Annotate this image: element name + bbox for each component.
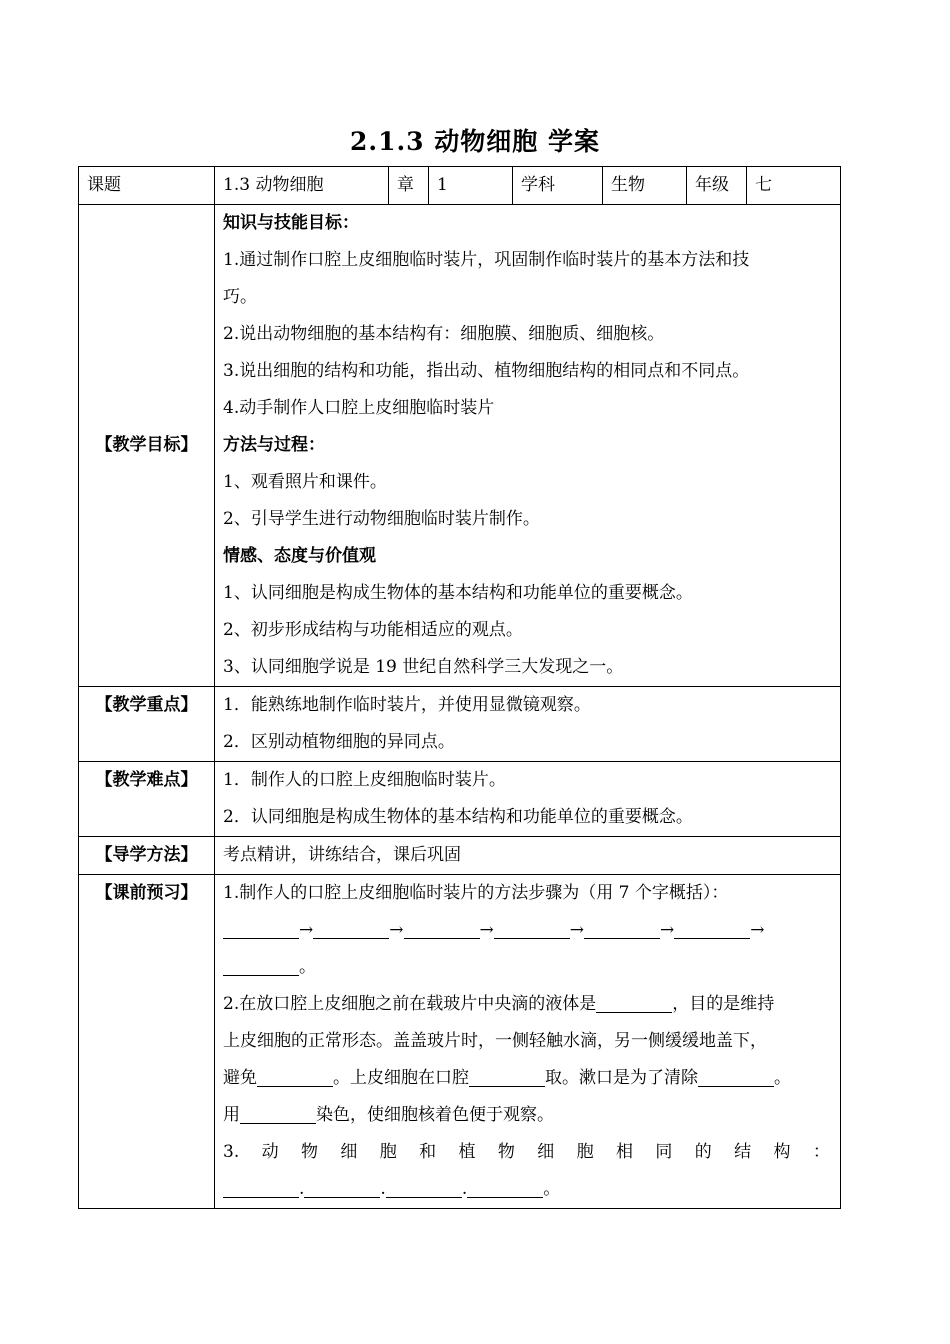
period-glyph: 。 bbox=[543, 1179, 561, 1199]
method-label: 【导学方法】 bbox=[79, 837, 215, 875]
goals-knowledge-3: 3.说出细胞的结构和功能，指出动、植物细胞结构的相同点和不同点。 bbox=[223, 361, 750, 381]
key-line-2: 2．区别动植物细胞的异同点。 bbox=[223, 732, 455, 752]
goals-method-2: 2、引导学生进行动物细胞临时装片制作。 bbox=[223, 509, 540, 529]
header-cell-subject-label: 学科 bbox=[513, 167, 603, 205]
header-row bbox=[79, 167, 841, 205]
arrow-glyph: → bbox=[660, 920, 675, 940]
header-cell-grade-label: 年级 bbox=[687, 167, 747, 205]
goals-heading-method: 方法与过程： bbox=[223, 435, 325, 455]
header-cell-topic-label: 课题 bbox=[79, 167, 215, 205]
preview-q2-line-2: 上皮细胞的正常形态。盖盖玻片时，一侧轻触水滴，另一侧缓缓地盖下， bbox=[223, 1031, 767, 1051]
arrow-glyph: → bbox=[479, 920, 494, 940]
header-cell-chapter: 1 bbox=[429, 167, 513, 205]
header-cell-topic: 1.3 动物细胞 bbox=[215, 167, 389, 205]
preview-q2-text: 取。漱口是为了清除 bbox=[545, 1068, 698, 1088]
preview-q3-line bbox=[223, 1134, 840, 1171]
answer-blank[interactable] bbox=[674, 916, 750, 939]
preview-q2-text: 避免 bbox=[223, 1068, 257, 1088]
preview-q2-text: 染色，使细胞核着色便于观察。 bbox=[316, 1105, 554, 1125]
dot-glyph: . bbox=[299, 1179, 305, 1199]
answer-blank[interactable] bbox=[386, 1175, 462, 1198]
lesson-table bbox=[78, 166, 841, 1209]
difficult-line-2: 2．认同细胞是构成生物体的基本结构和功能单位的重要概念。 bbox=[223, 807, 693, 827]
q3-char: 构 bbox=[773, 1142, 791, 1162]
goals-content bbox=[215, 205, 841, 687]
answer-blank[interactable] bbox=[596, 990, 672, 1013]
q3-char: 植 bbox=[458, 1142, 476, 1162]
method-content bbox=[215, 837, 841, 875]
answer-blank[interactable] bbox=[223, 916, 299, 939]
difficult-line-1: 1．制作人的口腔上皮细胞临时装片。 bbox=[223, 770, 506, 790]
answer-blank[interactable] bbox=[223, 1175, 299, 1198]
answer-blank[interactable] bbox=[404, 916, 480, 939]
goals-row bbox=[79, 205, 841, 687]
difficult-row bbox=[79, 762, 841, 837]
goals-emotion-3: 3、认同细胞学说是 19 世纪自然科学三大发现之一。 bbox=[223, 657, 624, 677]
answer-blank[interactable] bbox=[223, 953, 299, 976]
key-content bbox=[215, 687, 841, 762]
q3-char: 细 bbox=[340, 1142, 358, 1162]
period-glyph: 。 bbox=[299, 957, 316, 977]
answer-blank[interactable] bbox=[257, 1064, 333, 1087]
answer-blank[interactable] bbox=[467, 1175, 543, 1198]
method-line-1: 考点精讲，讲练结合，课后巩固 bbox=[223, 845, 461, 865]
preview-q2-text: 2.在放口腔上皮细胞之前在载玻片中央滴的液体是 bbox=[223, 994, 597, 1014]
goals-knowledge-4: 4.动手制作人口腔上皮细胞临时装片 bbox=[223, 398, 495, 418]
answer-blank[interactable] bbox=[313, 916, 389, 939]
preview-q3-blanks bbox=[223, 1171, 840, 1208]
q3-char: 相 bbox=[615, 1142, 633, 1162]
preview-q1-last bbox=[223, 949, 840, 986]
answer-blank[interactable] bbox=[469, 1064, 545, 1087]
arrow-glyph: → bbox=[750, 920, 765, 940]
preview-row bbox=[79, 875, 841, 1209]
preview-q2-text: 。上皮细胞在口腔 bbox=[333, 1068, 469, 1088]
header-cell-chapter-label: 章 bbox=[389, 167, 429, 205]
preview-q1: 1.制作人的口腔上皮细胞临时装片的方法步骤为（用 7 个字概括）： bbox=[223, 883, 729, 903]
dot-glyph: . bbox=[380, 1179, 386, 1199]
answer-blank[interactable] bbox=[584, 916, 660, 939]
goals-knowledge-1b: 巧。 bbox=[223, 287, 257, 307]
goals-label: 【教学目标】 bbox=[79, 205, 215, 687]
key-label: 【教学重点】 bbox=[79, 687, 215, 762]
answer-blank[interactable] bbox=[698, 1064, 774, 1087]
q3-char: 动 bbox=[261, 1142, 279, 1162]
goals-method-1: 1、观看照片和课件。 bbox=[223, 472, 387, 492]
difficult-content bbox=[215, 762, 841, 837]
method-row bbox=[79, 837, 841, 875]
q3-char: 3. bbox=[223, 1142, 240, 1162]
preview-label: 【课前预习】 bbox=[79, 875, 215, 1209]
key-line-1: 1．能熟练地制作临时装片，并使用显微镜观察。 bbox=[223, 695, 591, 715]
preview-q2-text: 用 bbox=[223, 1105, 240, 1125]
q3-char: 同 bbox=[655, 1142, 673, 1162]
answer-blank[interactable] bbox=[240, 1101, 316, 1124]
answer-blank[interactable] bbox=[304, 1175, 380, 1198]
q3-char: 胞 bbox=[379, 1142, 397, 1162]
preview-q2-line-1 bbox=[223, 986, 840, 1023]
q3-char: 细 bbox=[537, 1142, 555, 1162]
goals-emotion-1: 1、认同细胞是构成生物体的基本结构和功能单位的重要概念。 bbox=[223, 583, 693, 603]
dot-glyph: . bbox=[461, 1179, 468, 1199]
q3-char: 胞 bbox=[576, 1142, 594, 1162]
answer-blank[interactable] bbox=[494, 916, 570, 939]
header-cell-subject: 生物 bbox=[603, 167, 687, 205]
arrow-glyph: → bbox=[389, 920, 404, 940]
preview-content bbox=[215, 875, 841, 1209]
difficult-label: 【教学难点】 bbox=[79, 762, 215, 837]
preview-q2-line-3 bbox=[223, 1060, 840, 1097]
q3-char: 物 bbox=[497, 1142, 515, 1162]
arrow-glyph: → bbox=[569, 920, 584, 940]
key-row bbox=[79, 687, 841, 762]
preview-q2-text: 。 bbox=[774, 1068, 791, 1088]
q3-char: ： bbox=[812, 1142, 830, 1162]
q3-char: 的 bbox=[694, 1142, 712, 1162]
goals-emotion-2: 2、初步形成结构与功能相适应的观点。 bbox=[223, 620, 523, 640]
header-cell-grade: 七 bbox=[747, 167, 841, 205]
preview-q1-steps bbox=[223, 912, 840, 949]
goals-knowledge-2: 2.说出动物细胞的基本结构有：细胞膜、细胞质、细胞核。 bbox=[223, 324, 665, 344]
q3-char: 和 bbox=[419, 1142, 437, 1162]
goals-heading-emotion: 情感、态度与价值观 bbox=[223, 546, 376, 566]
q3-char: 结 bbox=[734, 1142, 752, 1162]
goals-heading-knowledge: 知识与技能目标： bbox=[223, 213, 359, 233]
page-title: 2.1.3 动物细胞 学案 bbox=[349, 127, 600, 156]
goals-knowledge-1a: 1.通过制作口腔上皮细胞临时装片，巩固制作临时装片的基本方法和技 bbox=[223, 250, 750, 270]
arrow-glyph: → bbox=[299, 920, 314, 940]
preview-q2-line-4 bbox=[223, 1097, 840, 1134]
q3-char: 物 bbox=[300, 1142, 318, 1162]
preview-q2-text: ，目的是维持 bbox=[672, 994, 775, 1014]
